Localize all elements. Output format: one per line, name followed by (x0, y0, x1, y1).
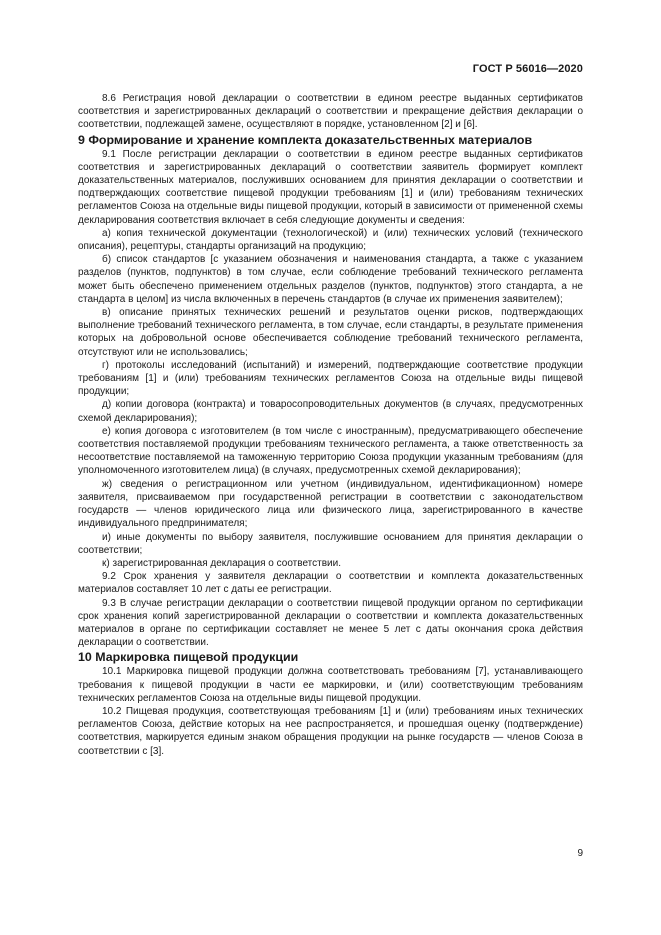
list-item-a: а) копия технической документации (технологической) и (или) технических условий (технического описания), рецептуры, стандарты организаций на продукцию; (78, 227, 583, 253)
list-item-v: в) описание принятых технических решений и результатов оценки рисков, подтверждающих выполнение требований технического регламента, в том случае, если стандарты, в результате применения которых на добровольной основе обеспечивается соблюдение требований технического регламента, отсутствуют или не использовались; (78, 307, 583, 358)
list-item-e: е) копия договора с изготовителем (в том числе с иностранным), предусматривающего обеспечение соответствия поставляемой продукции требованиям технического регламента, а также ответственность за несоответствие поставляемой на таможенную территорию Союза продукции указанным требованиям (для уполномоченного изготовителем лица) (в случаях, предусмотренных схемой декларирования); (78, 425, 583, 477)
list-item-i: и) иные документы по выбору заявителя, послужившие основанием для принятия декларации о соответствии; (78, 531, 583, 556)
document-code: ГОСТ Р 56016—2020 (472, 63, 583, 75)
document-body (78, 92, 583, 758)
list-item-k: к) зарегистрированная декларация о соответствии. (102, 557, 341, 569)
page-number: 9 (577, 848, 583, 859)
paragraph-9-3: 9.3 В случае регистрации декларации о соответствии пищевой продукции органом по сертификации срок хранения копий зарегистрированной декларации о соответствии и комплекта доказательственных материалов в органе по сертификации составляет не менее 5 лет с даты окончания срока действия декларации о соответствии. (78, 597, 583, 649)
section-10-heading: 10 Маркировка пищевой продукции (78, 650, 299, 665)
paragraph-9-2: 9.2 Срок хранения у заявителя декларации о соответствии и комплекта доказательственных материалов составляет 10 лет с даты ее регистрации. (78, 571, 583, 596)
paragraph-8-6: 8.6 Регистрация новой декларации о соответствии в едином реестре выданных сертификатов соответствия и зарегистрированных деклараций о соответствии и прекращение действия декларации о соответствии, подлежащей замене, осуществляют в порядке, установленном [2] и [6]. (78, 93, 583, 131)
list-item-zh: ж) сведения о регистрационном или учетном (индивидуальном, идентификационном) номере заявителя, присваиваемом при государственной регистрации в соответствии с законодательством государств — членов юридического лица или физического лица, зарегистрированного в качестве индивидуального предпринимателя; (78, 478, 583, 530)
list-item-g: г) протоколы исследований (испытаний) и измерений, подтверждающие соответствие продукции требованиям [1] и (или) требованиям технических регламентов Союза на отдельные виды пищевой продукции; (78, 359, 583, 398)
paragraph-9-1: 9.1 После регистрации декларации о соответствии в едином реестре выданных сертификатов соответствия и зарегистрированных деклараций о соответствии заявитель формирует комплект доказательственных материалов, послуживших основанием для принятия декларации о соответствии и подтверждающих соответствие пищевой продукции требованиям [1] и (или) требованиям технических регламентов Союза на отдельные виды пищевой продукции, который в зависимости от примененной схемы декларирования соответствия включает в себя следующие документы и сведения: (78, 148, 583, 226)
section-9-heading: 9 Формирование и хранение комплекта доказательственных материалов (78, 132, 533, 147)
paragraph-10-2: 10.2 Пищевая продукция, соответствующая требованиям [1] и (или) требованиям иных технических регламентов Союза, действие которых на нее распространяется, и прошедшая оценку (подтверждение) соответствия, маркируется единым знаком обращения продукции на рынке государств — членов Союза в соответствии с [3]. (78, 705, 583, 757)
list-item-b: б) список стандартов [с указанием обозначения и наименования стандарта, а также с указанием разделов (пунктов, подпунктов) в том случае, если соблюдение требований технического регламента может быть обеспечено применением отдельных разделов (пунктов, подпунктов) этого стандарта, а не стандарта в целом] из числа включенных в перечень стандартов (в случае их применения заявителем); (78, 254, 583, 305)
list-item-d: д) копии договора (контракта) и товаросопроводительных документов (в случаях, предусмотренных схемой декларирования); (78, 399, 583, 424)
paragraph-10-1: 10.1 Маркировка пищевой продукции должна соответствовать требованиям [7], устанавливающего требования к пищевой продукции в части ее маркировки, и (или) соответствующим требованиям технических регламентов Союза на отдельные виды пищевой продукции. (78, 666, 583, 704)
